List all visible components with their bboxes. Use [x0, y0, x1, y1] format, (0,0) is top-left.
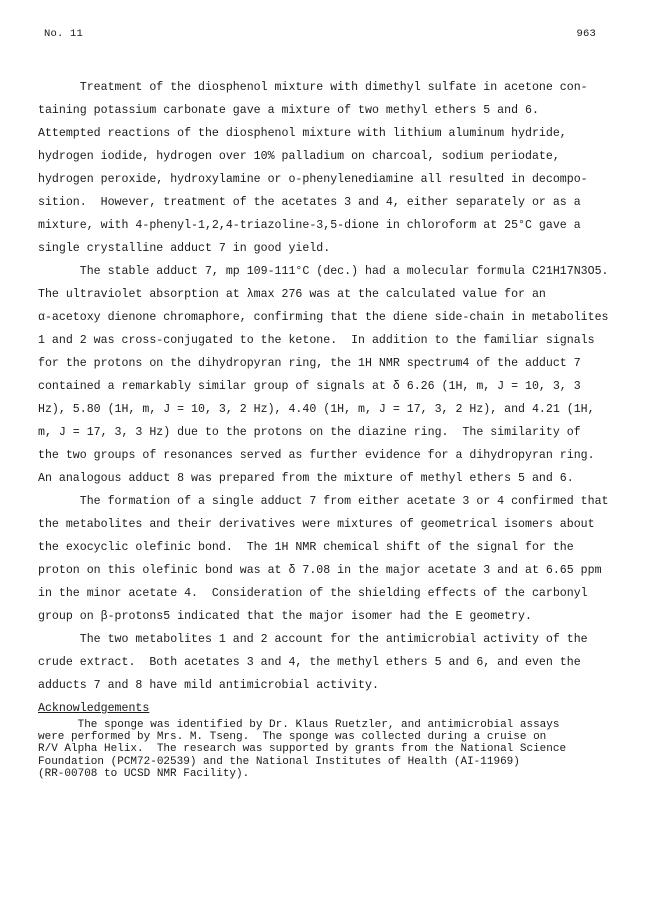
text-line: The two metabolites 1 and 2 account for the antimicrobial activity of the	[38, 633, 588, 646]
text-line: for the protons on the dihydropyran ring, the 1H NMR spectrum4 of the adduct 7	[38, 357, 581, 370]
text-line: sition. However, treatment of the acetates 3 and 4, either separately or as a	[38, 196, 581, 209]
text-line: group on β-protons5 indicated that the major isomer had the E geometry.	[38, 610, 532, 623]
text-line: hydrogen iodide, hydrogen over 10% palladium on charcoal, sodium periodate,	[38, 150, 560, 163]
text-line: An analogous adduct 8 was prepared from the mixture of methyl ethers 5 and 6.	[38, 472, 574, 485]
ack-text-line: R/V Alpha Helix. The research was supported by grants from the National Science	[38, 743, 567, 756]
article-body	[38, 76, 638, 780]
acknowledgements-text	[38, 719, 638, 780]
text-line: α-acetoxy dienone chromaphore, confirming that the diene side-chain in metabolites	[38, 311, 609, 324]
text-line: taining potassium carbonate gave a mixture of two methyl ethers 5 and 6.	[38, 104, 539, 117]
text-line: 1 and 2 was cross-conjugated to the ketone. In addition to the familiar signals	[38, 334, 595, 347]
text-line: single crystalline adduct 7 in good yield.	[38, 242, 331, 255]
text-line: the two groups of resonances served as further evidence for a dihydropyran ring.	[38, 449, 595, 462]
text-line: Attempted reactions of the diosphenol mixture with lithium aluminum hydride,	[38, 127, 567, 140]
text-line: proton on this olefinic bond was at δ 7.08 in the major acetate 3 and at 6.65 ppm	[38, 564, 602, 577]
ack-text-line: were performed by Mrs. M. Tseng. The sponge was collected during a cruise on	[38, 731, 547, 744]
text-line: the metabolites and their derivatives were mixtures of geometrical isomers about	[38, 518, 595, 531]
text-line: hydrogen peroxide, hydroxylamine or o-phenylenediamine all resulted in decompo-	[38, 173, 588, 186]
running-header-journal-number: No. 11	[44, 28, 84, 40]
text-line: the exocyclic olefinic bond. The 1H NMR chemical shift of the signal for the	[38, 541, 574, 554]
text-line: Treatment of the diosphenol mixture with dimethyl sulfate in acetone con-	[38, 81, 588, 94]
ack-text-line: (RR-00708 to UCSD NMR Facility).	[38, 767, 250, 780]
text-line: crude extract. Both acetates 3 and 4, the methyl ethers 5 and 6, and even the	[38, 656, 581, 669]
ack-text-line: Foundation (PCM72-02539) and the National Institutes of Health (AI-11969)	[38, 755, 520, 768]
text-line: adducts 7 and 8 have mild antimicrobial activity.	[38, 679, 379, 692]
text-line: contained a remarkably similar group of signals at δ 6.26 (1H, m, J = 10, 3, 3	[38, 380, 581, 393]
text-line: m, J = 17, 3, 3 Hz) due to the protons on the diazine ring. The similarity of	[38, 426, 581, 439]
text-line: The formation of a single adduct 7 from either acetate 3 or 4 confirmed that	[38, 495, 609, 508]
text-line: mixture, with 4-phenyl-1,2,4-triazoline-3,5-dione in chloroform at 25°C gave a	[38, 219, 581, 232]
body-text	[38, 76, 638, 697]
text-line: Hz), 5.80 (1H, m, J = 10, 3, 2 Hz), 4.40 (1H, m, J = 17, 3, 2 Hz), and 4.21 (1H,	[38, 403, 595, 416]
text-line: in the minor acetate 4. Consideration of the shielding effects of the carbonyl	[38, 587, 588, 600]
text-line: The stable adduct 7, mp 109-111°C (dec.) had a molecular formula C21H17N3O5.	[38, 265, 609, 278]
text-line: The ultraviolet absorption at λmax 276 was at the calculated value for an	[38, 288, 546, 301]
acknowledgements-heading: Acknowledgements	[38, 702, 150, 715]
ack-text-line: The sponge was identified by Dr. Klaus Ruetzler, and antimicrobial assays	[38, 719, 560, 731]
page-number: 963	[576, 28, 596, 40]
